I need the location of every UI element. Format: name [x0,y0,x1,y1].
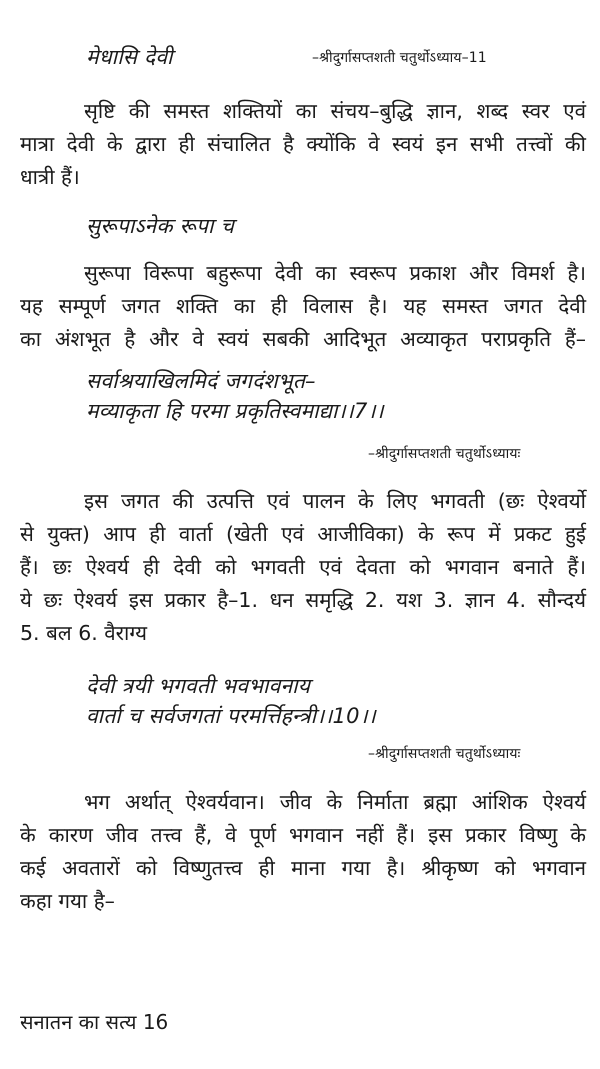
verse-3-line-2: मव्याकृता हि परमा प्रकृतिस्वमाद्या।।7।। [86,399,384,423]
paragraph-4-line-1: भग अर्थात् ऐश्वर्यवान। जीव के निर्माता ब्रह्मा आंशिक ऐश्वर्य [84,790,586,814]
paragraph-2 [20,257,586,356]
verse-3-line-1: सर्वाश्रयाखिलमिदं जगदंशभूत– [86,369,316,393]
paragraph-2-line-1: सुरूपा विरूपा बहुरूपा देवी का स्वरूप प्रकाश और विमर्श है। [84,261,586,285]
verse-4-line-2: वार्ता च सर्वजगतां परमर्त्तिहन्त्री।।10।। [86,704,376,728]
paragraph-4 [20,786,586,918]
paragraph-4-line-3: कई अवतारों को विष्णुतत्त्व ही माना गया है। श्रीकृष्ण को भगवान [20,856,586,880]
paragraph-1-line-1: सृष्टि की समस्त शक्तियों का संचय–बुद्धि ज्ञान, शब्द स्वर एवं [84,99,586,123]
paragraph-4-line-2: के कारण जीव तत्त्व हैं, वे पूर्ण भगवान नहीं हैं। इस प्रकार विष्णु के [20,823,586,847]
paragraph-2-line-2: यह सम्पूर्ण जगत शक्ति का ही विलास है। यह समस्त जगत देवी [20,294,586,318]
verse-medhasi-devi: मेधासि देवी [86,45,173,69]
paragraph-3-line-1: इस जगत की उत्पत्ति एवं पालन के लिए भगवती (छः ऐश्वर्यो [84,489,586,513]
paragraph-4-line-4: कहा गया है– [20,889,115,913]
paragraph-3-line-4: ये छः ऐश्वर्य इस प्रकार है–1. धन समृद्धि 2. यश 3. ज्ञान 4. सौन्दर्य [20,588,586,612]
paragraph-2-line-3: का अंशभूत है और वे स्वयं सबकी आदिभूत अव्याकृत पराप्रकृति हैं– [20,327,586,351]
verse-surupa: सुरूपाऽनेक रूपा च [86,214,235,238]
paragraph-3-line-5: 5. बल 6. वैराग्य [20,621,148,645]
source-reference-4: –श्रीदुर्गासप्तशती चतुर्थोऽध्यायः [368,746,521,762]
paragraph-1 [20,95,586,194]
paragraph-3-line-2: से युक्त) आप ही वार्ता (खेती एवं आजीविका) के रूप में प्रकट हुई [20,522,586,546]
verse-devi-trayi [86,671,376,731]
verse-sarvashraya [86,366,384,426]
page-footer: सनातन का सत्य 16 [20,1010,169,1034]
paragraph-3 [20,485,586,650]
source-reference-3: –श्रीदुर्गासप्तशती चतुर्थोऽध्यायः [368,446,521,462]
verse-4-line-1: देवी त्रयी भगवती भवभावनाय [86,674,311,698]
paragraph-1-line-2: मात्रा देवी के द्वारा ही संचालित है क्योंकि वे स्वयं इन सभी तत्त्वों की [20,132,586,156]
paragraph-1-line-3: धात्री हैं। [20,165,80,189]
source-reference-1: –श्रीदुर्गासप्तशती चतुर्थोऽध्याय–11 [312,50,487,66]
paragraph-3-line-3: हैं। छः ऐश्वर्य ही देवी को भगवती एवं देवता को भगवान बनाते हैं। [20,555,586,579]
